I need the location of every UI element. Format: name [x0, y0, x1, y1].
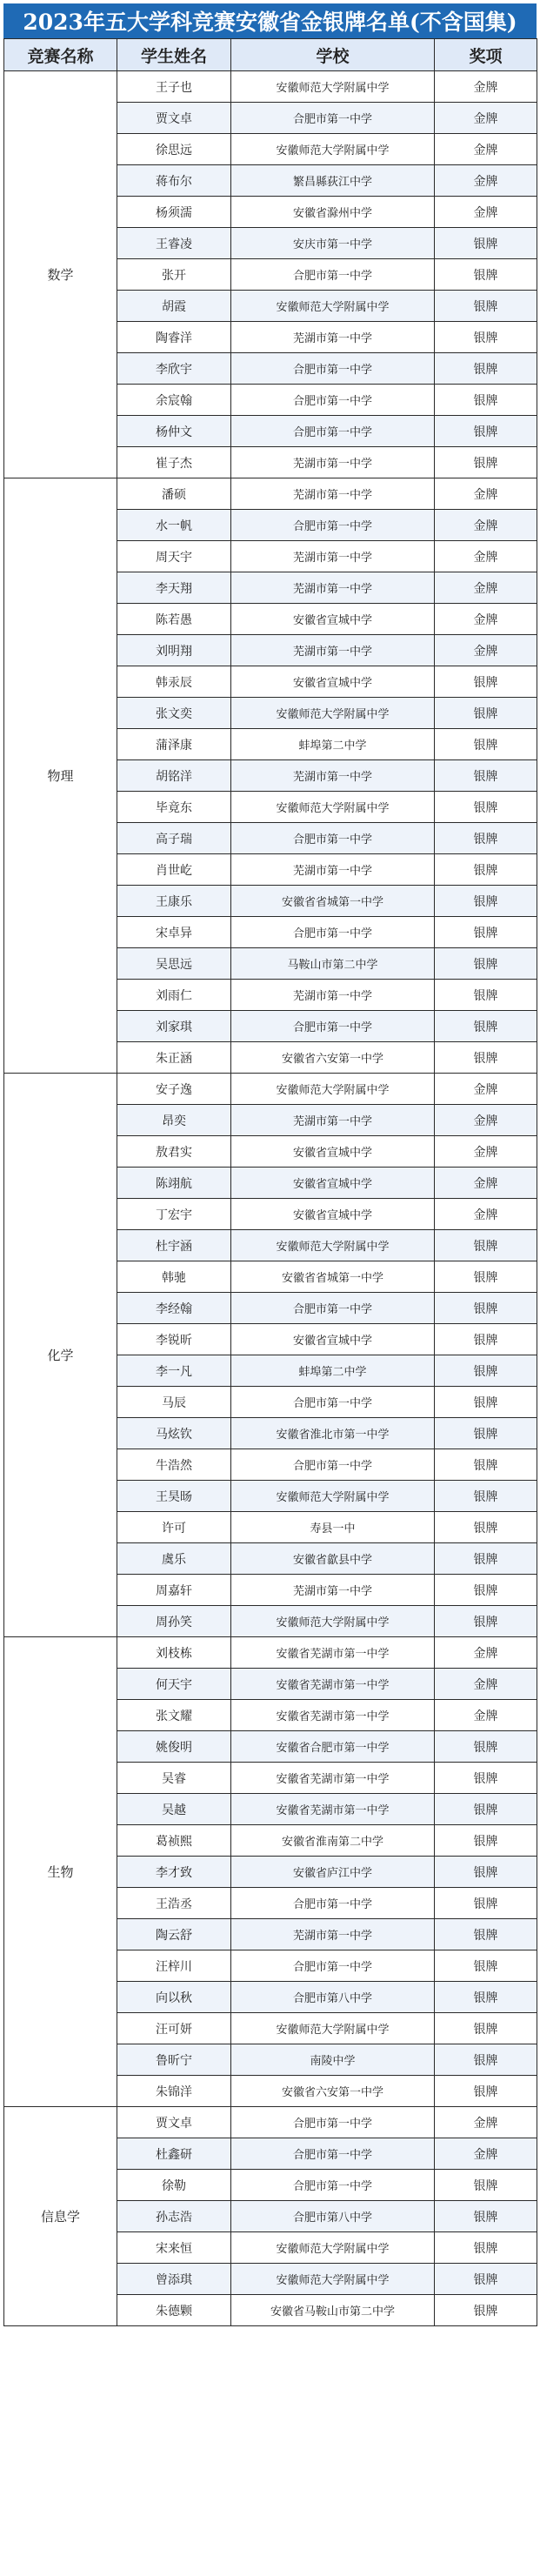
school-name: 安徽师范大学附属中学 [231, 291, 435, 322]
school-name: 合肥市第一中学 [231, 2138, 435, 2170]
header-award: 奖项 [435, 39, 537, 71]
student-name: 贾文卓 [117, 103, 231, 134]
student-name: 李经翰 [117, 1293, 231, 1324]
school-name: 安徽省宣城中学 [231, 604, 435, 635]
award-value: 金牌 [435, 478, 537, 510]
table-row [4, 478, 537, 510]
award-value: 银牌 [435, 1857, 537, 1888]
award-value: 银牌 [435, 1355, 537, 1387]
medal-list [3, 3, 537, 2326]
table-row [4, 2107, 537, 2138]
award-value: 银牌 [435, 1418, 537, 1449]
award-value: 银牌 [435, 228, 537, 259]
award-value: 银牌 [435, 1512, 537, 1543]
student-name: 虞乐 [117, 1543, 231, 1575]
school-name: 安徽省淮南第二中学 [231, 1825, 435, 1857]
school-name: 合肥市第一中学 [231, 1950, 435, 1982]
award-value: 银牌 [435, 2044, 537, 2076]
school-name: 芜湖市第一中学 [231, 1105, 435, 1136]
student-name: 陶睿洋 [117, 322, 231, 353]
student-name: 安子逸 [117, 1074, 231, 1105]
school-name: 合肥市第一中学 [231, 2170, 435, 2201]
school-name: 安徽师范大学附属中学 [231, 2013, 435, 2044]
school-name: 芜湖市第一中学 [231, 447, 435, 478]
award-value: 金牌 [435, 1168, 537, 1199]
award-value: 银牌 [435, 917, 537, 948]
school-name: 安徽省合肥市第一中学 [231, 1731, 435, 1763]
student-name: 杜宇涵 [117, 1230, 231, 1261]
student-name: 韩驰 [117, 1261, 231, 1293]
school-name: 合肥市第一中学 [231, 917, 435, 948]
competition-subject: 化学 [4, 1074, 117, 1637]
award-value: 金牌 [435, 2138, 537, 2170]
award-value: 金牌 [435, 1136, 537, 1168]
award-value: 金牌 [435, 103, 537, 134]
student-name: 汪梓川 [117, 1950, 231, 1982]
student-name: 陈若愚 [117, 604, 231, 635]
student-name: 李才致 [117, 1857, 231, 1888]
award-value: 银牌 [435, 416, 537, 447]
student-name: 刘雨仁 [117, 980, 231, 1011]
award-value: 银牌 [435, 1042, 537, 1074]
student-name: 葛祯熙 [117, 1825, 231, 1857]
student-name: 马辰 [117, 1387, 231, 1418]
award-value: 银牌 [435, 2076, 537, 2107]
award-value: 银牌 [435, 886, 537, 917]
school-name: 安徽省芜湖市第一中学 [231, 1763, 435, 1794]
school-name: 合肥市第一中学 [231, 1387, 435, 1418]
school-name: 合肥市第一中学 [231, 103, 435, 134]
award-value: 银牌 [435, 1481, 537, 1512]
award-value: 银牌 [435, 1888, 537, 1919]
school-name: 芜湖市第一中学 [231, 541, 435, 572]
award-value: 银牌 [435, 1324, 537, 1355]
student-name: 姚俊明 [117, 1731, 231, 1763]
award-value: 银牌 [435, 666, 537, 698]
school-name: 合肥市第八中学 [231, 2201, 435, 2232]
award-value: 银牌 [435, 2264, 537, 2295]
award-value: 金牌 [435, 1700, 537, 1731]
student-name: 高子瑞 [117, 823, 231, 854]
award-value: 银牌 [435, 760, 537, 792]
school-name: 合肥市第一中学 [231, 1011, 435, 1042]
school-name: 合肥市第一中学 [231, 1449, 435, 1481]
award-value: 金牌 [435, 635, 537, 666]
award-value: 银牌 [435, 1387, 537, 1418]
school-name: 安徽师范大学附属中学 [231, 1481, 435, 1512]
award-value: 金牌 [435, 165, 537, 197]
competition-subject: 数学 [4, 71, 117, 478]
table-header-row [4, 39, 537, 71]
competition-subject: 物理 [4, 478, 117, 1074]
student-name: 胡霞 [117, 291, 231, 322]
student-name: 李锐昕 [117, 1324, 231, 1355]
school-name: 合肥市第一中学 [231, 259, 435, 291]
student-name: 徐思远 [117, 134, 231, 165]
student-name: 张开 [117, 259, 231, 291]
student-name: 毕竟东 [117, 792, 231, 823]
student-name: 崔子杰 [117, 447, 231, 478]
student-name: 周孙笑 [117, 1606, 231, 1637]
school-name: 安徽省六安第一中学 [231, 1042, 435, 1074]
student-name: 韩汞辰 [117, 666, 231, 698]
award-value: 银牌 [435, 1825, 537, 1857]
award-value: 银牌 [435, 1950, 537, 1982]
school-name: 合肥市第一中学 [231, 416, 435, 447]
school-name: 安徽省歙县中学 [231, 1543, 435, 1575]
student-name: 杨仲文 [117, 416, 231, 447]
student-name: 胡铭洋 [117, 760, 231, 792]
student-name: 朱锦洋 [117, 2076, 231, 2107]
student-name: 鲁昕宁 [117, 2044, 231, 2076]
school-name: 芜湖市第一中学 [231, 760, 435, 792]
school-name: 合肥市第一中学 [231, 385, 435, 416]
student-name: 牛浩然 [117, 1449, 231, 1481]
award-value: 银牌 [435, 823, 537, 854]
award-value: 银牌 [435, 2232, 537, 2264]
award-value: 银牌 [435, 1982, 537, 2013]
award-value: 金牌 [435, 604, 537, 635]
award-value: 金牌 [435, 1669, 537, 1700]
school-name: 合肥市第一中学 [231, 2107, 435, 2138]
student-name: 敖君实 [117, 1136, 231, 1168]
student-name: 李欣宇 [117, 353, 231, 385]
school-name: 安徽省芜湖市第一中学 [231, 1669, 435, 1700]
student-name: 刘枝栋 [117, 1637, 231, 1669]
student-name: 蒋布尔 [117, 165, 231, 197]
school-name: 安徽师范大学附属中学 [231, 1074, 435, 1105]
award-value: 银牌 [435, 291, 537, 322]
award-value: 银牌 [435, 2170, 537, 2201]
award-value: 银牌 [435, 948, 537, 980]
table-row [4, 1637, 537, 1669]
award-value: 金牌 [435, 572, 537, 604]
student-name: 潘硕 [117, 478, 231, 510]
award-value: 银牌 [435, 1606, 537, 1637]
school-name: 合肥市第一中学 [231, 353, 435, 385]
award-value: 银牌 [435, 1794, 537, 1825]
school-name: 安徽师范大学附属中学 [231, 1606, 435, 1637]
school-name: 安徽省庐江中学 [231, 1857, 435, 1888]
student-name: 昂奕 [117, 1105, 231, 1136]
award-value: 金牌 [435, 1637, 537, 1669]
student-name: 陶云舒 [117, 1919, 231, 1950]
school-name: 芜湖市第一中学 [231, 854, 435, 886]
table-row [4, 1074, 537, 1105]
award-value: 银牌 [435, 1763, 537, 1794]
school-name: 马鞍山市第二中学 [231, 948, 435, 980]
school-name: 安徽师范大学附属中学 [231, 792, 435, 823]
school-name: 安徽师范大学附属中学 [231, 71, 435, 103]
award-value: 银牌 [435, 2295, 537, 2326]
student-name: 李一凡 [117, 1355, 231, 1387]
award-value: 银牌 [435, 353, 537, 385]
student-name: 马炫钦 [117, 1418, 231, 1449]
school-name: 安徽省六安第一中学 [231, 2076, 435, 2107]
student-name: 宋来恒 [117, 2232, 231, 2264]
page-title: 2023年五大学科竞赛安徽省金银牌名单(不含国集) [3, 3, 537, 38]
school-name: 安徽省省城第一中学 [231, 1261, 435, 1293]
student-name: 王浩丞 [117, 1888, 231, 1919]
school-name: 合肥市第八中学 [231, 1982, 435, 2013]
student-name: 孙志浩 [117, 2201, 231, 2232]
school-name: 蚌埠第二中学 [231, 1355, 435, 1387]
school-name: 合肥市第一中学 [231, 1293, 435, 1324]
award-value: 银牌 [435, 698, 537, 729]
school-name: 安徽省宣城中学 [231, 1199, 435, 1230]
award-value: 金牌 [435, 71, 537, 103]
school-name: 南陵中学 [231, 2044, 435, 2076]
student-name: 杜鑫研 [117, 2138, 231, 2170]
school-name: 芜湖市第一中学 [231, 1919, 435, 1950]
school-name: 安徽师范大学附属中学 [231, 1230, 435, 1261]
student-name: 水一帆 [117, 510, 231, 541]
award-value: 金牌 [435, 1074, 537, 1105]
student-name: 周天宇 [117, 541, 231, 572]
school-name: 安徽师范大学附属中学 [231, 134, 435, 165]
award-value: 金牌 [435, 134, 537, 165]
student-name: 陈翊航 [117, 1168, 231, 1199]
award-value: 银牌 [435, 1543, 537, 1575]
student-name: 张文奕 [117, 698, 231, 729]
school-name: 安徽省宣城中学 [231, 1136, 435, 1168]
school-name: 安徽省宣城中学 [231, 1324, 435, 1355]
award-value: 银牌 [435, 1919, 537, 1950]
school-name: 安徽省省城第一中学 [231, 886, 435, 917]
student-name: 宋卓异 [117, 917, 231, 948]
student-name: 吴思远 [117, 948, 231, 980]
student-name: 杨须濡 [117, 197, 231, 228]
student-name: 肖世屹 [117, 854, 231, 886]
student-name: 王子也 [117, 71, 231, 103]
school-name: 安徽省芜湖市第一中学 [231, 1637, 435, 1669]
school-name: 芜湖市第一中学 [231, 322, 435, 353]
award-value: 银牌 [435, 447, 537, 478]
table-row [4, 71, 537, 103]
student-name: 许可 [117, 1512, 231, 1543]
school-name: 芜湖市第一中学 [231, 572, 435, 604]
medal-table [3, 38, 537, 2326]
award-value: 银牌 [435, 385, 537, 416]
header-school: 学校 [231, 39, 435, 71]
school-name: 蚌埠第二中学 [231, 729, 435, 760]
student-name: 向以秋 [117, 1982, 231, 2013]
student-name: 徐勒 [117, 2170, 231, 2201]
school-name: 芜湖市第一中学 [231, 1575, 435, 1606]
student-name: 王睿凌 [117, 228, 231, 259]
award-value: 金牌 [435, 541, 537, 572]
student-name: 周嘉轩 [117, 1575, 231, 1606]
award-value: 银牌 [435, 1575, 537, 1606]
award-value: 银牌 [435, 1011, 537, 1042]
student-name: 余宸翰 [117, 385, 231, 416]
school-name: 芜湖市第一中学 [231, 980, 435, 1011]
student-name: 刘明翔 [117, 635, 231, 666]
student-name: 蒲泽康 [117, 729, 231, 760]
school-name: 安徽省滁州中学 [231, 197, 435, 228]
school-name: 安徽师范大学附属中学 [231, 2232, 435, 2264]
award-value: 银牌 [435, 980, 537, 1011]
student-name: 曾添琪 [117, 2264, 231, 2295]
award-value: 银牌 [435, 854, 537, 886]
award-value: 金牌 [435, 197, 537, 228]
competition-subject: 信息学 [4, 2107, 117, 2326]
student-name: 王昊旸 [117, 1481, 231, 1512]
student-name: 朱德颗 [117, 2295, 231, 2326]
school-name: 寿县一中 [231, 1512, 435, 1543]
student-name: 丁宏宇 [117, 1199, 231, 1230]
award-value: 银牌 [435, 792, 537, 823]
school-name: 安徽省宣城中学 [231, 1168, 435, 1199]
school-name: 繁昌縣荻江中学 [231, 165, 435, 197]
award-value: 银牌 [435, 259, 537, 291]
school-name: 安徽师范大学附属中学 [231, 698, 435, 729]
award-value: 金牌 [435, 510, 537, 541]
school-name: 安徽省芜湖市第一中学 [231, 1700, 435, 1731]
student-name: 吴睿 [117, 1763, 231, 1794]
school-name: 芜湖市第一中学 [231, 635, 435, 666]
school-name: 合肥市第一中学 [231, 510, 435, 541]
table-body [4, 71, 537, 2326]
school-name: 安徽省宣城中学 [231, 666, 435, 698]
award-value: 银牌 [435, 2201, 537, 2232]
student-name: 贾文卓 [117, 2107, 231, 2138]
award-value: 银牌 [435, 2013, 537, 2044]
award-value: 金牌 [435, 1105, 537, 1136]
student-name: 刘家琪 [117, 1011, 231, 1042]
student-name: 朱正涵 [117, 1042, 231, 1074]
student-name: 王康乐 [117, 886, 231, 917]
award-value: 银牌 [435, 322, 537, 353]
school-name: 合肥市第一中学 [231, 1888, 435, 1919]
school-name: 安庆市第一中学 [231, 228, 435, 259]
student-name: 汪可妍 [117, 2013, 231, 2044]
award-value: 金牌 [435, 2107, 537, 2138]
competition-subject: 生物 [4, 1637, 117, 2107]
award-value: 银牌 [435, 1293, 537, 1324]
school-name: 合肥市第一中学 [231, 823, 435, 854]
header-student-name: 学生姓名 [117, 39, 231, 71]
award-value: 银牌 [435, 1449, 537, 1481]
award-value: 银牌 [435, 729, 537, 760]
school-name: 安徽省淮北市第一中学 [231, 1418, 435, 1449]
school-name: 安徽师范大学附属中学 [231, 2264, 435, 2295]
award-value: 银牌 [435, 1230, 537, 1261]
school-name: 安徽省马鞍山市第二中学 [231, 2295, 435, 2326]
award-value: 银牌 [435, 1261, 537, 1293]
award-value: 银牌 [435, 1731, 537, 1763]
school-name: 安徽省芜湖市第一中学 [231, 1794, 435, 1825]
student-name: 张文耀 [117, 1700, 231, 1731]
student-name: 吴越 [117, 1794, 231, 1825]
header-competition: 竞赛名称 [4, 39, 117, 71]
award-value: 金牌 [435, 1199, 537, 1230]
student-name: 李天翔 [117, 572, 231, 604]
school-name: 芜湖市第一中学 [231, 478, 435, 510]
student-name: 何天宇 [117, 1669, 231, 1700]
